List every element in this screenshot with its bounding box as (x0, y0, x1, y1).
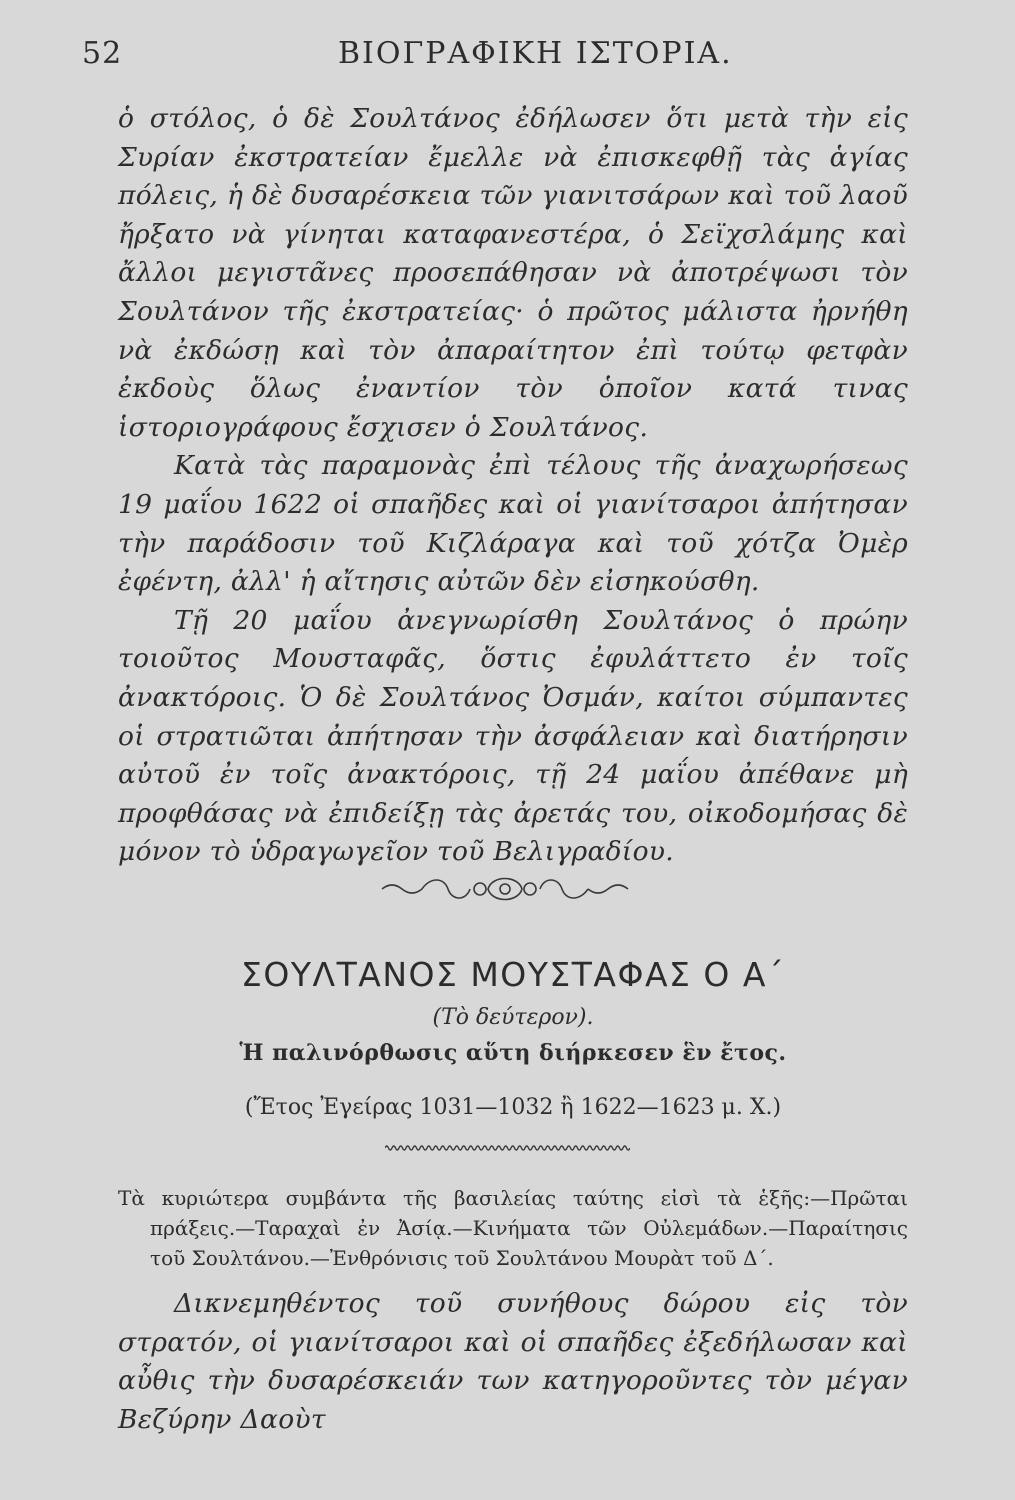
chapter-title: ΣΟΥΛΤΑΝΟΣ ΜΟΥΣΤΑΦΑΣ Ο Α΄ (241, 955, 785, 994)
paragraph-1: ὁ στόλος, ὁ δὲ Σουλτάνος ἐδήλωσεν ὅτι μετὰ τὴν εἰς Συρίαν ἐκστρατείαν ἔμελλε νὰ ἐπισκεφθῇ τὰς ἁγίας πόλεις, ἡ δὲ δυσαρέσκεια τῶν γιανιτσάρων καὶ τοῦ λαοῦ ἤρξατο νὰ γίνηται καταφανεστέρα, ὁ Σεϊχσλάμης καὶ ἄλλοι μεγιστᾶνες προσεπάθησαν νὰ ἀποτρέψωσι τὸν Σουλτάνον τῆς ἐκστρατείας· ὁ πρῶτος μάλιστα ἠρνήθη νὰ ἐκδώσῃ καὶ τὸν ἀπαραίτητον ἐπὶ τούτῳ φετφὰν ἐκδοὺς ὅλως ἐναντίον τὸν ὁποῖον κατά τινας ἱστοριογράφους ἔσχισεν ὁ Σουλτάνος. (118, 103, 908, 443)
wavy-rule-divider (385, 1142, 630, 1154)
summary-text: Τὰ κυριώτερα συμβάντα τῆς βασιλείας ταύτης εἰσὶ τὰ ἑξῆς:—Πρῶται πράξεις.—Ταραχαὶ ἐν Ἀσίᾳ.—Κινήματα τῶν Οὐλεμάδων.—Παραίτησις τοῦ Σουλτάνου.—Ἐνθρόνισις τοῦ Σουλτάνου Μουρὰτ τοῦ Δ΄. (118, 1186, 908, 1270)
ornament-divider-icon (380, 872, 630, 906)
paragraph-3: Τῇ 20 μαΐου ἀνεγνωρίσθη Σουλτάνος ὁ πρώην τοιοῦτος Μουσταφᾶς, ὅστις ἐφυλάττετο ἐν τοῖς ἀνακτόροις. Ὁ δὲ Σουλτάνος Ὀσμάν, καίτοι σύμπαντες οἱ στρατιῶται ἀπήτησαν τὴν ἀσφάλειαν καὶ διατήρησιν αὐτοῦ ἐν τοῖς ἀνακτόροις, τῇ 24 μαΐου ἀπέθανε μὴ προφθάσας νὰ ἐπιδείξῃ τὰς ἀρετάς του, οἰκοδομήσας δὲ μόνον τὸ ὑδραγωγεῖον τοῦ Βελιγραδίου. (118, 604, 908, 868)
page-number: 52 (82, 36, 123, 71)
chapter-note: Ἡ παλινόρθωσις αὕτη διήρκεσεν ἓν ἔτος. (239, 1040, 787, 1066)
chapter-date: (Ἔτος Ἐγείρας 1031—1032 ἢ 1622—1623 μ. Χ.) (244, 1095, 782, 1120)
paragraph-2: Κατὰ τὰς παραμονὰς ἐπὶ τέλους τῆς ἀναχωρήσεως 19 μαΐου 1622 οἱ σπαῆδες καὶ οἱ γιανίτσαροι ἀπήτησαν τὴν παράδοσιν τοῦ Κιζλάραγα καὶ τοῦ χότζα Ὀμὲρ ἐφέντη, ἀλλ' ἡ αἴτησις αὐτῶν δὲν εἰσηκούσθη. (118, 450, 908, 598)
running-title: ΒΙΟΓΡΑΦΙΚΗ ΙΣΤΟΡΙΑ. (338, 36, 733, 71)
paragraph-4: Δικνεμηθέντος τοῦ συνήθους δώρου εἰς τὸν στρατόν, οἱ γιανίτσαροι καὶ οἱ σπαῆδες ἐξεδήλωσαν καὶ αὖθις τὴν δυσαρέσκειάν των κατηγοροῦντες τὸν μέγαν Βεζύρην Δαοὺτ (118, 1288, 908, 1435)
chapter-summary (118, 1183, 908, 1273)
running-head (78, 36, 913, 76)
body-section-1 (118, 100, 908, 872)
chapter-subtitle: (Τὸ δεύτερον). (432, 1005, 594, 1030)
body-section-2 (118, 1285, 908, 1439)
